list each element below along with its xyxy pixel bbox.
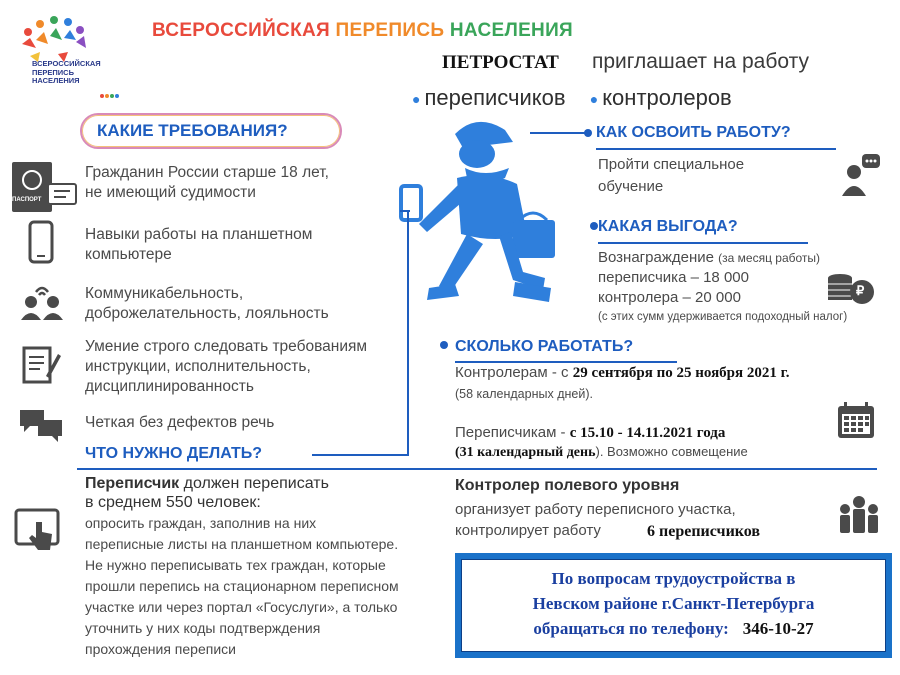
team-icon <box>836 495 882 535</box>
requirement-line: Коммуникабельность, <box>85 285 244 302</box>
controller-role-heading: Контролер полевого уровня <box>455 477 680 494</box>
requirement-item <box>85 413 274 433</box>
todo-lead-bold: Переписчик <box>85 475 180 492</box>
title-part: ВСЕРОССИЙСКАЯ <box>152 20 336 41</box>
enumerators-dates: с 15.10 - 14.11.2021 года <box>569 425 726 441</box>
enumerators-note: ). Возможно совмещение <box>595 444 748 459</box>
todo-line: уточнить у них коды подтверждения <box>85 620 321 636</box>
enumerators-days: (31 календарный день <box>455 445 596 460</box>
enumerators-period <box>455 424 725 442</box>
coins-ruble-icon <box>826 270 876 306</box>
contact-phone: 346-10-27 <box>742 619 814 638</box>
todo-line: переписные листы на планшетном компьютере. <box>85 536 399 552</box>
duration-heading: СКОЛЬКО РАБОТАТЬ? <box>455 338 634 355</box>
benefit-reward-label: Вознаграждение <box>598 249 714 266</box>
controllers-period <box>455 364 790 382</box>
person-message-icon <box>842 152 882 196</box>
controller-role-count: 6 переписчиков <box>647 523 761 540</box>
controllers-dates: 29 сентября по 25 ноября 2021 г. <box>572 365 790 381</box>
benefit-controller: контролера – 20 000 <box>598 289 741 306</box>
heading-underline <box>596 148 836 150</box>
contact-line: Невском районе г.Санкт-Петербурга <box>532 594 815 613</box>
speech-bubbles-icon <box>18 408 64 442</box>
contact-line-text: обращаться по телефону: <box>533 619 729 638</box>
passport-label: ПАСПОРТ <box>12 197 42 203</box>
controllers-label: Контролерам - с <box>455 364 569 381</box>
organization-name: ПЕТРОСТАТ <box>442 52 559 73</box>
contact-line <box>461 619 886 639</box>
logo-text-line: ПЕРЕПИСЬ <box>32 67 74 77</box>
todo-line: прошли перепись на стационарном переписном <box>85 578 399 594</box>
page-title <box>152 20 573 42</box>
benefit-enumerator: переписчика – 18 000 <box>598 269 749 286</box>
contact-line: По вопросам трудоустройства в <box>551 569 796 588</box>
connector-line <box>400 210 410 212</box>
benefit-tax-note: (с этих сумм удерживается подоходный налог) <box>598 311 848 323</box>
benefit-reward-note: (за месяц работы) <box>718 251 821 265</box>
section-divider <box>77 468 877 470</box>
todo-lead-rest: должен переписать <box>179 475 329 492</box>
benefit-heading: КАКАЯ ВЫГОДА? <box>598 218 738 235</box>
requirement-item <box>85 337 367 397</box>
learn-line: Пройти специальное <box>598 156 745 173</box>
requirement-item <box>85 284 329 324</box>
role-item <box>590 85 732 110</box>
todo-line: Не нужно переписывать тех граждан, которые <box>85 557 386 573</box>
logo-text <box>32 60 122 86</box>
requirement-line: Умение строго следовать требованиям <box>85 338 368 355</box>
logo-text-line: НАСЕЛЕНИЯ <box>32 76 80 85</box>
ruble-symbol: ₽ <box>856 283 865 298</box>
requirement-item <box>85 163 329 203</box>
todo-line: опросить граждан, заполнив на них <box>85 515 317 531</box>
bullet-icon: ● <box>589 91 599 108</box>
enumerators-label: Переписчикам - <box>455 424 566 441</box>
requirements-heading: КАКИЕ ТРЕБОВАНИЯ? <box>97 121 288 140</box>
title-part: ПЕРЕПИСЬ <box>335 20 450 41</box>
connector-line <box>530 132 588 134</box>
connector-line <box>407 210 409 456</box>
role-item <box>412 85 566 110</box>
learn-line: обучение <box>598 178 664 195</box>
logo-text-line: ВСЕРОССИЙСКАЯ <box>32 59 101 68</box>
todo-line: в среднем 550 человек: <box>85 494 261 511</box>
role-label: контролеров <box>602 85 732 110</box>
requirement-line: дисциплинированность <box>85 378 254 395</box>
tablet-icon <box>28 220 54 264</box>
people-chat-icon <box>20 284 64 320</box>
roles-list <box>412 85 750 111</box>
calendar-icon <box>836 400 876 440</box>
bullet-icon: ● <box>412 91 421 108</box>
enumerators-days-line <box>455 444 748 461</box>
controller-role-line: организует работу переписного участка, <box>455 501 736 518</box>
connector-line <box>312 454 408 456</box>
todo-line: участке или через портал «Госуслуги», а только <box>85 599 398 615</box>
controller-role-line-text: контролирует работу <box>455 522 601 539</box>
tablet-touch-icon <box>14 508 62 554</box>
heading-underline <box>598 242 808 244</box>
benefit-text <box>598 248 847 326</box>
todo-heading: ЧТО НУЖНО ДЕЛАТЬ? <box>85 445 263 462</box>
census-logo <box>10 10 120 100</box>
connector-dot <box>590 222 598 230</box>
controllers-days: (58 календарных дней). <box>455 387 593 401</box>
requirement-line: Гражданин России старше 18 лет, <box>85 164 329 181</box>
invite-text: приглашает на работу <box>592 50 809 73</box>
connector-dot <box>440 341 448 349</box>
todo-lead <box>85 474 455 493</box>
heading-underline <box>455 361 677 363</box>
document-pen-icon <box>22 344 62 384</box>
todo-description <box>85 474 455 660</box>
title-part: НАСЕЛЕНИЯ <box>449 20 573 41</box>
requirement-line: Четкая без дефектов речь <box>85 414 275 431</box>
role-label: переписчиков <box>424 85 566 110</box>
requirement-line: доброжелательность, лояльность <box>85 305 329 322</box>
passport-icon <box>10 158 78 214</box>
learn-text <box>598 154 744 198</box>
requirement-line: Навыки работы на планшетном <box>85 226 313 243</box>
worker-figure-icon <box>395 112 595 327</box>
requirement-line: компьютере <box>85 246 172 263</box>
logo-figures-icon <box>22 16 86 62</box>
requirement-item <box>85 225 312 265</box>
benefit-reward <box>598 248 847 268</box>
todo-line: прохождения переписи <box>85 641 236 657</box>
requirement-line: инструкции, исполнительность, <box>85 358 311 375</box>
learn-heading: КАК ОСВОИТЬ РАБОТУ? <box>596 124 791 141</box>
requirement-line: не имеющий судимости <box>85 184 256 201</box>
